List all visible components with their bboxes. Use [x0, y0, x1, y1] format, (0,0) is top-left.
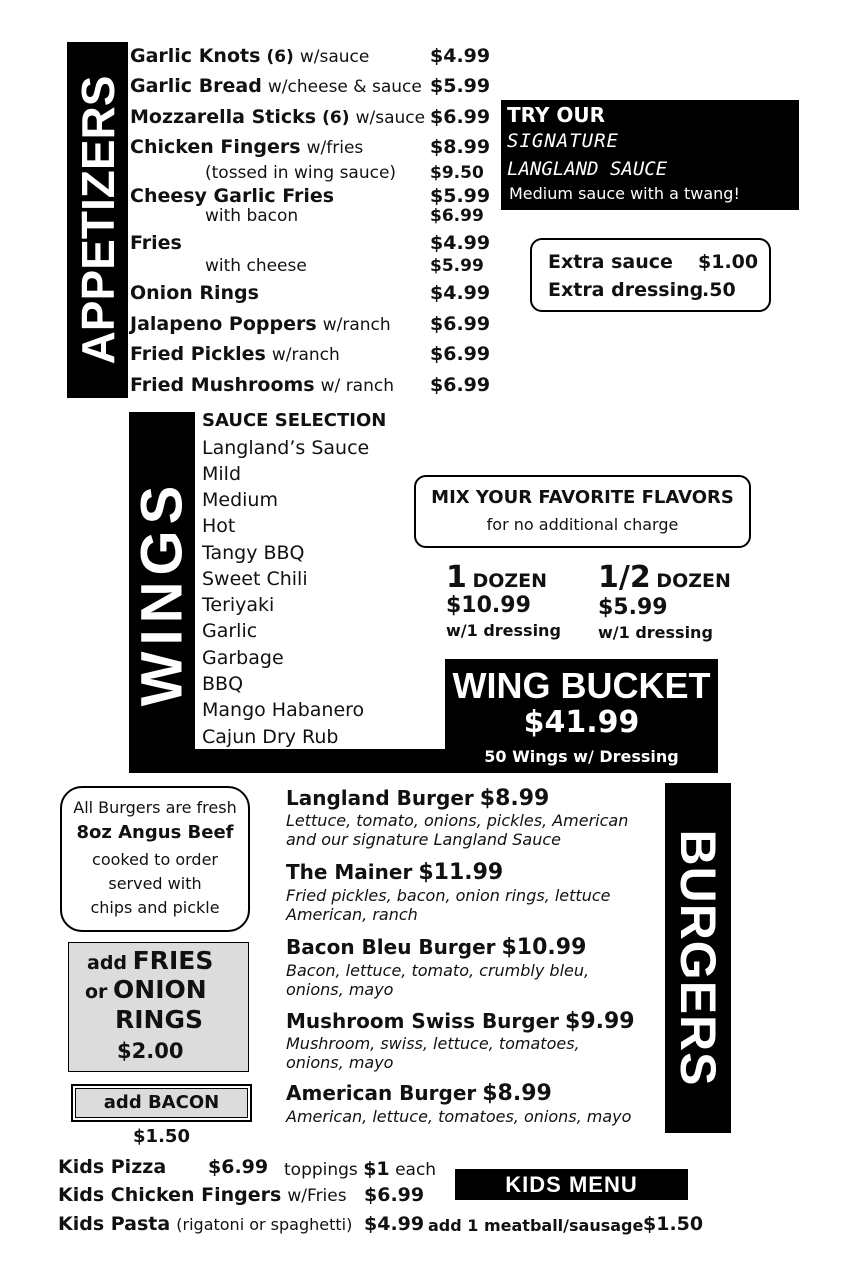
burger-item-desc: American, lettuce, tomatoes, onions, mayo [286, 1107, 632, 1126]
dozen-heading: 1 DOZEN [446, 560, 548, 595]
signature-line1: TRY OUR [507, 103, 606, 127]
list-item: BBQ [202, 673, 244, 695]
list-item: Cheesy Garlic Fries [130, 185, 335, 207]
mix-title: MIX YOUR FAVORITE FLAVORS [431, 487, 734, 508]
burgers-title: BURGERS [670, 829, 726, 1087]
extra-dressing-price: .50 [702, 279, 736, 301]
bucket-title: WING BUCKET [452, 665, 711, 706]
addon-price: $2.00 [117, 1039, 184, 1063]
bacon-addon-box: add BACON $1.50 [71, 1084, 252, 1122]
appetizers-bar [67, 42, 128, 398]
list-item: Fried Mushrooms w/ ranch [130, 374, 394, 396]
signature-line4: Medium sauce with a twang! [509, 184, 740, 203]
addon-line1: add FRIES [87, 946, 214, 975]
list-item: Hot [202, 515, 236, 537]
list-item: Mango Habanero [202, 699, 365, 721]
list-item: Medium [202, 489, 278, 511]
signature-sauce-box [501, 100, 799, 210]
kids-pizza: Kids Pizza [58, 1156, 167, 1178]
list-item: Fries [130, 232, 182, 254]
list-item: Garbage [202, 647, 284, 669]
mix-subtitle: for no additional charge [486, 515, 679, 534]
item-price: $5.99 [430, 185, 491, 207]
item-price: $6.99 [430, 374, 491, 396]
burger-item-desc: Bacon, lettuce, tomato, crumbly bleu, onions, mayo [286, 961, 590, 999]
kids-fingers-price: $6.99 [364, 1184, 425, 1206]
kids-chicken-fingers: Kids Chicken Fingers w/Fries [58, 1184, 347, 1206]
item-price: $6.99 [430, 106, 491, 128]
appetizers-title: APPETIZERS [71, 75, 124, 365]
burger-info-line: All Burgers are fresh [73, 798, 237, 817]
extra-dressing-label: Extra dressing [548, 279, 704, 301]
wing-bucket-box [445, 659, 718, 773]
sub-item: with cheese [205, 256, 307, 276]
burgers-bar [665, 783, 731, 1133]
burger-item-desc: Fried pickles, bacon, onion rings, lettuce American, ranch [286, 886, 611, 924]
sub-price: $6.99 [430, 206, 484, 226]
sub-item: with bacon [205, 206, 299, 226]
burger-item-name: Langland Burger $8.99 [286, 786, 550, 811]
list-item: Chicken Fingers w/fries [130, 136, 364, 158]
wings-title: WINGS [129, 479, 195, 706]
kids-pasta-price: $4.99 [364, 1213, 425, 1235]
half-dozen-price: $5.99 [598, 595, 668, 620]
list-item: Mozzarella Sticks (6) w/sauce [130, 106, 426, 128]
list-item: Jalapeno Poppers w/ranch [130, 313, 391, 335]
half-dozen-note: w/1 dressing [598, 623, 713, 642]
bucket-note: 50 Wings w/ Dressing [484, 747, 679, 766]
burger-item-name: Mushroom Swiss Burger $9.99 [286, 1009, 635, 1034]
signature-line2: SIGNATURE [507, 130, 619, 152]
list-item: Tangy BBQ [202, 542, 305, 564]
item-price: $8.99 [430, 136, 491, 158]
extras-box [530, 238, 771, 312]
extra-sauce-price: $1.00 [698, 251, 759, 273]
item-price: $6.99 [430, 313, 491, 335]
list-item: Sweet Chili [202, 568, 308, 590]
sub-price: $9.50 [430, 163, 484, 183]
kids-pasta-addon: add 1 meatball/sausage [428, 1216, 644, 1235]
list-item: Onion Rings [130, 282, 259, 304]
dozen-price: $10.99 [446, 593, 531, 618]
kids-pizza-toppings: toppings $1 each [284, 1158, 437, 1180]
list-item: Langland’s Sauce [202, 437, 370, 459]
list-item: Teriyaki [202, 594, 275, 616]
burger-item-desc: Lettuce, tomato, onions, pickles, American and our signature Langland Sauce [286, 811, 629, 849]
list-item: Garlic Bread w/cheese & sauce [130, 75, 422, 97]
signature-line3: LANGLAND SAUCE [507, 158, 668, 180]
burger-item-name: American Burger $8.99 [286, 1081, 552, 1106]
dozen-note: w/1 dressing [446, 621, 561, 640]
item-price: $5.99 [430, 75, 491, 97]
list-item: Garlic Knots (6) w/sauce [130, 45, 370, 67]
sub-price: $5.99 [430, 256, 484, 276]
item-price: $4.99 [430, 45, 491, 67]
kids-menu-title: KIDS MENU [455, 1169, 688, 1200]
half-dozen-heading: 1/2 DOZEN [598, 560, 731, 595]
list-item: Fried Pickles w/ranch [130, 343, 340, 365]
extra-sauce-label: Extra sauce [548, 251, 673, 273]
sauce-heading: SAUCE SELECTION [202, 410, 387, 431]
kids-pizza-price: $6.99 [208, 1156, 269, 1178]
list-item: Garlic [202, 620, 258, 642]
burger-info-line: chips and pickle [90, 898, 220, 917]
burger-info-line: served with [108, 874, 202, 893]
list-item: Cajun Dry Rub [202, 726, 339, 748]
bucket-price: $41.99 [523, 705, 640, 740]
list-item: Mild [202, 463, 242, 485]
kids-pasta: Kids Pasta (rigatoni or spaghetti) [58, 1213, 353, 1235]
sub-item: (tossed in wing sauce) [205, 163, 397, 183]
item-price: $4.99 [430, 282, 491, 304]
addon-line2: or ONION [85, 975, 207, 1004]
kids-pasta-addon-price: $1.50 [643, 1213, 704, 1235]
burger-info-line: cooked to order [92, 850, 218, 869]
burger-info-line: 8oz Angus Beef [76, 822, 234, 843]
item-price: $4.99 [430, 232, 491, 254]
fries-addon-box [68, 942, 249, 1072]
burger-item-name: Bacon Bleu Burger $10.99 [286, 935, 587, 960]
item-price: $6.99 [430, 343, 491, 365]
burger-item-desc: Mushroom, swiss, lettuce, tomatoes, onions, mayo [286, 1034, 580, 1072]
burger-item-name: The Mainer $11.99 [286, 860, 504, 885]
wings-bottom-bar [195, 749, 455, 773]
mix-flavors-box [414, 475, 751, 548]
wings-bar [129, 412, 195, 773]
burger-info-box [60, 786, 250, 932]
addon-line3: RINGS [115, 1005, 204, 1034]
